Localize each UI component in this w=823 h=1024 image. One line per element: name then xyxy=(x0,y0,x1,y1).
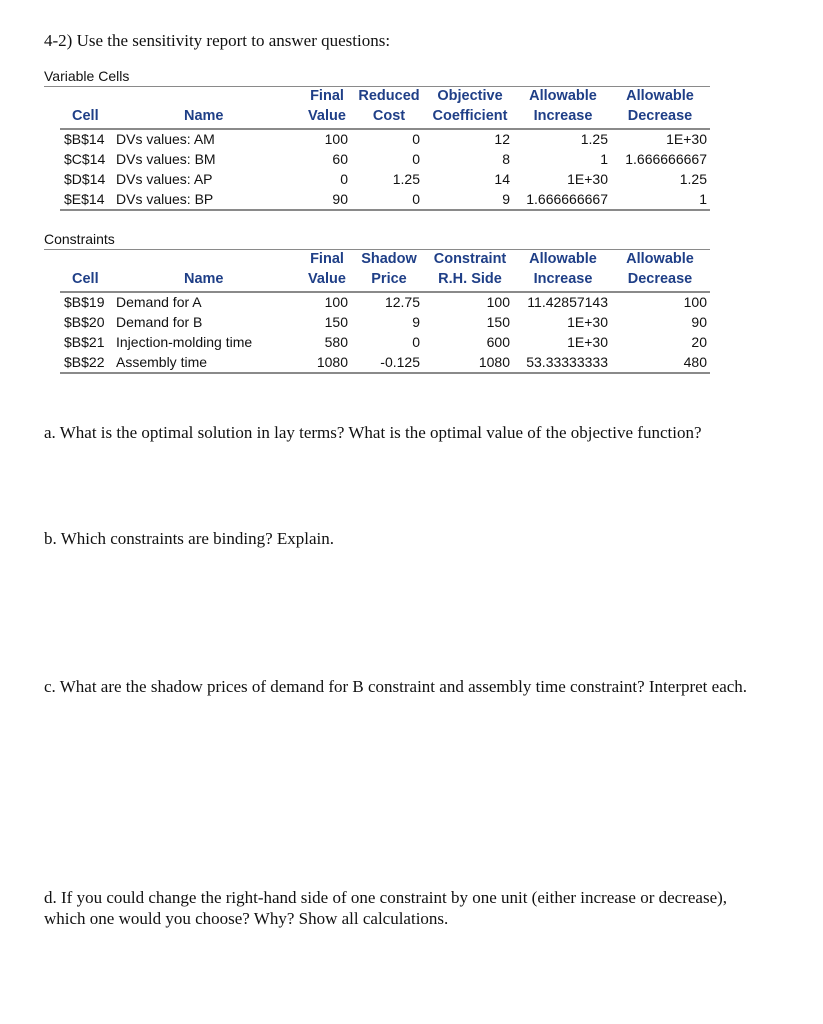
vc-row-3-objective: 14 xyxy=(494,171,510,187)
vc-row-4-decrease: 1 xyxy=(699,191,707,207)
vc-header-increase-top: Allowable xyxy=(529,88,597,104)
ct-row-3-decrease: 20 xyxy=(691,334,707,350)
vc-row-2-increase: 1 xyxy=(600,151,608,167)
ct-row-2-final: 150 xyxy=(324,314,348,330)
ct-header-final-top: Final xyxy=(310,251,344,267)
vc-row-3-decrease: 1.25 xyxy=(679,171,707,187)
ct-row-1-rhs: 100 xyxy=(486,294,510,310)
vc-header-increase-bottom: Increase xyxy=(533,108,593,124)
ct-bottom-rule xyxy=(60,372,710,374)
vc-header-final-bottom: Value xyxy=(308,108,346,124)
ct-row-3-cell: $B$21 xyxy=(64,334,105,350)
ct-header-shadow-top: Shadow xyxy=(361,251,417,267)
ct-row-1-name: Demand for A xyxy=(116,294,202,310)
ct-row-3-shadow: 0 xyxy=(412,334,420,350)
ct-row-1-increase: 11.42857143 xyxy=(527,294,608,310)
ct-row-3-increase: 1E+30 xyxy=(567,334,608,350)
ct-row-3-name: Injection-molding time xyxy=(116,334,253,350)
vc-row-3-final: 0 xyxy=(340,171,348,187)
vc-row-1-name: DVs values: AM xyxy=(116,131,215,147)
ct-header-cell: Cell xyxy=(72,271,99,287)
question-d-line-2: which one would you choose? Why? Show all calculations. xyxy=(44,909,449,928)
vc-row-4-cell: $E$14 xyxy=(64,191,105,207)
vc-row-1-final: 100 xyxy=(324,131,348,147)
vc-row-1-decrease: 1E+30 xyxy=(666,131,707,147)
vc-row-3-cell: $D$14 xyxy=(64,171,106,187)
vc-row-2-final: 60 xyxy=(332,151,348,167)
ct-header-shadow-bottom: Price xyxy=(371,271,407,287)
ct-header-rhs-bottom: R.H. Side xyxy=(438,271,502,287)
ct-row-3-rhs: 600 xyxy=(486,334,510,350)
vc-row-4-final: 90 xyxy=(332,191,348,207)
vc-row-2-cell: $C$14 xyxy=(64,151,106,167)
vc-header-cell: Cell xyxy=(72,108,99,124)
vc-row-1-reduced: 0 xyxy=(412,131,420,147)
ct-header-increase-bottom: Increase xyxy=(533,271,593,287)
vc-row-2-objective: 8 xyxy=(502,151,510,167)
vc-row-4-objective: 9 xyxy=(502,191,510,207)
ct-header-decrease-bottom: Decrease xyxy=(627,271,693,287)
ct-row-1-decrease: 100 xyxy=(683,294,707,310)
ct-header-name: Name xyxy=(184,271,224,287)
ct-row-1-shadow: 12.75 xyxy=(384,294,420,310)
constraints-title-rule xyxy=(44,249,710,250)
ct-row-4-increase: 53.33333333 xyxy=(526,354,608,370)
ct-row-3-final: 580 xyxy=(324,334,348,350)
ct-row-4-final: 1080 xyxy=(316,354,348,370)
vc-row-2-decrease: 1.666666667 xyxy=(625,151,707,167)
ct-row-4-rhs: 1080 xyxy=(478,354,510,370)
ct-header-decrease-top: Allowable xyxy=(626,251,694,267)
vc-header-decrease-bottom: Decrease xyxy=(627,108,693,124)
vc-row-1-objective: 12 xyxy=(494,131,510,147)
vc-header-reduced-bottom: Cost xyxy=(372,108,406,124)
ct-row-2-increase: 1E+30 xyxy=(567,314,608,330)
ct-row-4-cell: $B$22 xyxy=(64,354,105,370)
vc-row-1-cell: $B$14 xyxy=(64,131,105,147)
vc-row-2-reduced: 0 xyxy=(412,151,420,167)
vc-header-final-top: Final xyxy=(310,88,344,104)
page-heading: 4-2) Use the sensitivity report to answer questions: xyxy=(44,31,391,50)
vc-row-3-reduced: 1.25 xyxy=(392,171,420,187)
ct-row-2-name: Demand for B xyxy=(116,314,203,330)
ct-row-2-decrease: 90 xyxy=(691,314,707,330)
vc-header-objective-bottom: Coefficient xyxy=(432,108,508,124)
question-a: a. What is the optimal solution in lay terms? What is the optimal value of the objective function? xyxy=(44,423,702,442)
vc-row-4-increase: 1.666666667 xyxy=(526,191,608,207)
vc-row-3-name: DVs values: AP xyxy=(116,171,213,187)
ct-row-2-rhs: 150 xyxy=(486,314,510,330)
vc-header-objective-top: Objective xyxy=(437,88,503,104)
ct-row-4-shadow: -0.125 xyxy=(380,354,420,370)
vc-row-1-increase: 1.25 xyxy=(580,131,608,147)
variable-cells-title: Variable Cells xyxy=(44,68,130,84)
vc-row-4-name: DVs values: BP xyxy=(116,191,214,207)
ct-header-rhs-top: Constraint xyxy=(433,251,507,267)
ct-row-2-shadow: 9 xyxy=(412,314,420,330)
ct-header-increase-top: Allowable xyxy=(529,251,597,267)
constraints-title: Constraints xyxy=(44,231,115,247)
vc-row-2-name: DVs values: BM xyxy=(116,151,216,167)
ct-header-final-bottom: Value xyxy=(308,271,346,287)
question-b: b. Which constraints are binding? Explain. xyxy=(44,529,335,548)
question-c: c. What are the shadow prices of demand for B constraint and assembly time constraint? Interpret each. xyxy=(44,677,748,696)
ct-row-1-final: 100 xyxy=(324,294,348,310)
question-d-line-1: d. If you could change the right-hand side of one constraint by one unit (either increase or decrease), xyxy=(44,888,728,907)
ct-row-2-cell: $B$20 xyxy=(64,314,105,330)
ct-row-1-cell: $B$19 xyxy=(64,294,105,310)
vc-row-3-increase: 1E+30 xyxy=(567,171,608,187)
ct-row-4-decrease: 480 xyxy=(683,354,707,370)
vc-header-decrease-top: Allowable xyxy=(626,88,694,104)
vc-header-reduced-top: Reduced xyxy=(358,88,420,104)
vc-header-name: Name xyxy=(184,108,224,124)
vc-row-4-reduced: 0 xyxy=(412,191,420,207)
vc-bottom-rule xyxy=(60,209,710,211)
ct-row-4-name: Assembly time xyxy=(116,354,208,370)
variable-cells-title-rule xyxy=(44,86,710,87)
